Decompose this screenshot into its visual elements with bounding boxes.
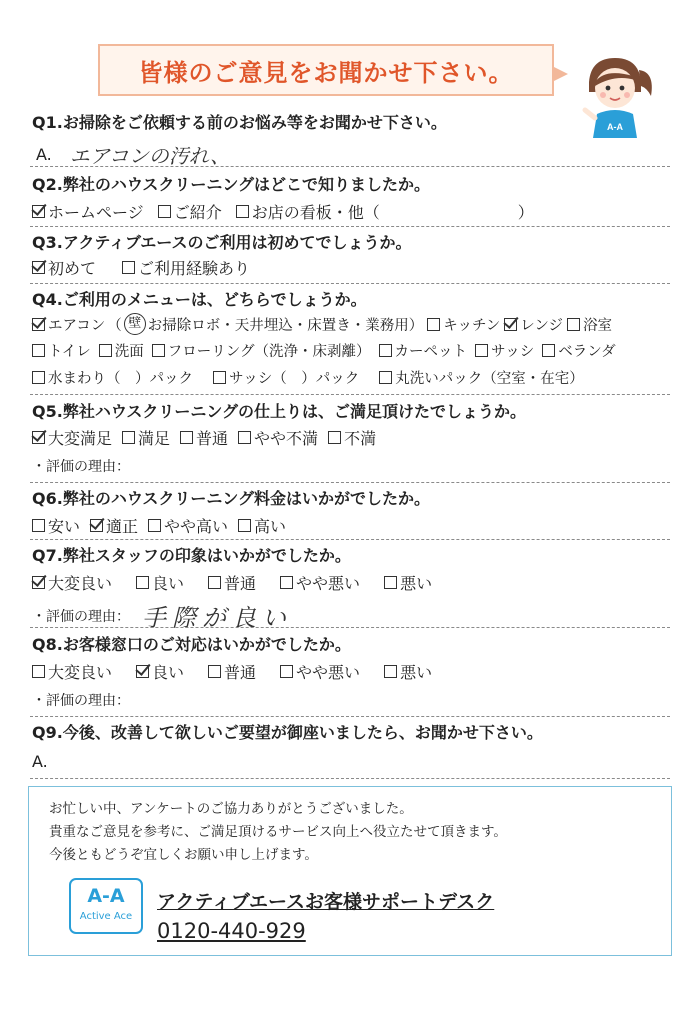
q4-row-1 bbox=[32, 313, 612, 335]
checkbox[interactable] bbox=[32, 261, 45, 274]
q2-option-homepage[interactable] bbox=[32, 200, 144, 223]
q9-answer-row bbox=[32, 752, 48, 771]
option-label: やや高い bbox=[164, 517, 229, 536]
q5-option-normal[interactable] bbox=[180, 426, 228, 449]
q4-option-aircon[interactable]: エアコン （ 壁 お掃除ロボ・天井埋込・床置き・業務用） bbox=[32, 313, 423, 335]
survey-banner bbox=[98, 44, 554, 96]
checkbox[interactable] bbox=[90, 519, 103, 532]
q4-option-veranda[interactable] bbox=[542, 340, 615, 361]
logo-text: Active Ace bbox=[79, 911, 133, 922]
q5-option-satisfied[interactable] bbox=[122, 426, 170, 449]
option-label: 適正 bbox=[106, 517, 139, 536]
question-8: Q8.お客様窓口のご対応はいかがでしたか。 bbox=[32, 635, 351, 654]
q8-reason-label: ・評価の理由： bbox=[32, 693, 130, 709]
q8-option-very-good[interactable] bbox=[32, 660, 112, 683]
option-label: 悪い bbox=[400, 574, 433, 593]
option-label: 初めて bbox=[48, 259, 97, 278]
option-label: 浴室 bbox=[583, 317, 613, 334]
option-label: 高い bbox=[254, 517, 287, 536]
option-label: サッシ（ ）パック bbox=[229, 371, 360, 387]
question-7: Q7.弊社スタッフの印象はいかがでしたか。 bbox=[32, 546, 351, 565]
checkbox[interactable] bbox=[384, 665, 397, 678]
divider bbox=[30, 627, 670, 628]
q4-option-flooring[interactable] bbox=[152, 340, 371, 361]
logo-mark: A-A bbox=[87, 885, 125, 907]
checkbox[interactable] bbox=[213, 371, 226, 384]
option-label: ホームページ bbox=[48, 203, 144, 222]
aircon-detail: お掃除ロボ・天井埋込・床置き・業務用） bbox=[147, 317, 424, 334]
q7-options bbox=[32, 571, 446, 594]
checkbox[interactable] bbox=[208, 665, 221, 678]
option-label: サッシ bbox=[491, 344, 535, 360]
thanks-line-1: お忙しい中、アンケートのご協力ありがとうございました。 bbox=[49, 801, 413, 817]
divider bbox=[30, 778, 670, 779]
thanks-line-2: 貴重なご意見を参考に、ご満足頂けるサービス向上へ役立たせて頂きます。 bbox=[49, 824, 507, 840]
q1-answer-row bbox=[36, 140, 230, 169]
question-6: Q6.弊社のハウスクリーニング料金はいかがでしたか。 bbox=[32, 489, 431, 508]
q7-reason-label: ・評価の理由： bbox=[32, 608, 130, 625]
option-label: トイレ bbox=[48, 344, 91, 360]
q8-options bbox=[32, 660, 446, 683]
q3-options bbox=[32, 256, 264, 279]
option-label: キッチン bbox=[443, 317, 501, 334]
q8-option-good[interactable] bbox=[136, 660, 184, 683]
q4-option-kitchen[interactable] bbox=[427, 314, 500, 335]
checkbox[interactable] bbox=[567, 318, 580, 331]
option-label: 洗面 bbox=[114, 344, 144, 360]
option-label: お店の看板・他（ bbox=[251, 203, 380, 222]
q3-option-returning[interactable] bbox=[122, 256, 250, 279]
q7-option-slightly-bad[interactable] bbox=[280, 571, 360, 594]
thanks-line-3: 今後ともどうぞ宜しくお願い申し上げます。 bbox=[49, 847, 318, 863]
divider bbox=[30, 539, 670, 540]
checkbox[interactable] bbox=[280, 576, 293, 589]
option-label: やや不満 bbox=[254, 429, 319, 448]
q8-option-bad[interactable] bbox=[384, 660, 432, 683]
q4-option-sash[interactable] bbox=[475, 340, 534, 361]
checkbox[interactable] bbox=[32, 344, 45, 357]
option-label: ご利用経験あり bbox=[138, 259, 251, 278]
q7-reason-text[interactable]: 手際が良い bbox=[142, 604, 292, 632]
q2-options bbox=[32, 200, 534, 223]
divider bbox=[30, 394, 670, 395]
q6-option-cheap[interactable] bbox=[32, 514, 80, 537]
checkbox[interactable] bbox=[427, 318, 440, 331]
option-label: 大変良い bbox=[48, 574, 113, 593]
checkbox[interactable] bbox=[180, 431, 193, 444]
checkbox[interactable] bbox=[152, 344, 165, 357]
q8-option-normal[interactable] bbox=[208, 660, 256, 683]
q7-option-normal[interactable] bbox=[208, 571, 256, 594]
active-ace-logo bbox=[69, 878, 143, 934]
question-3: Q3.アクティブエースのご利用は初めてでしょうか。 bbox=[32, 233, 412, 252]
question-1: Q1.お掃除をご依頼する前のお悩み等をお聞かせ下さい。 bbox=[32, 113, 447, 132]
checkbox[interactable] bbox=[238, 519, 251, 532]
q9-answer-label: A. bbox=[32, 752, 48, 771]
q7-option-bad[interactable] bbox=[384, 571, 432, 594]
q4-option-carpet[interactable] bbox=[379, 340, 468, 361]
q1-answer-label: A. bbox=[36, 145, 52, 164]
checkbox[interactable] bbox=[236, 205, 249, 218]
checkbox[interactable] bbox=[32, 665, 45, 678]
option-label: ベランダ bbox=[558, 344, 616, 360]
option-label: 良い bbox=[152, 574, 185, 593]
q4-option-full-pack[interactable] bbox=[379, 367, 584, 388]
option-label: 普通 bbox=[196, 429, 229, 448]
checkbox[interactable] bbox=[328, 431, 341, 444]
option-label: 不満 bbox=[344, 429, 377, 448]
mascot-badge: A-A bbox=[607, 122, 623, 132]
option-label: 水まわり（ ）パック bbox=[48, 371, 193, 387]
q5-option-unsatisfied[interactable] bbox=[328, 426, 376, 449]
support-phone-link[interactable]: 0120-440-929 bbox=[157, 919, 306, 943]
q4-option-washroom[interactable] bbox=[99, 340, 144, 361]
q4-option-range[interactable] bbox=[504, 314, 563, 335]
checkbox[interactable] bbox=[32, 318, 45, 331]
q5-reason-row bbox=[32, 456, 130, 476]
q5-option-slightly-unsatisfied[interactable] bbox=[238, 426, 318, 449]
q6-option-expensive[interactable] bbox=[238, 514, 286, 537]
q4-row-3 bbox=[32, 367, 584, 388]
checkbox[interactable] bbox=[475, 344, 488, 357]
question-9: Q9.今後、改善して欲しいご要望が御座いましたら、お聞かせ下さい。 bbox=[32, 723, 543, 742]
checkbox[interactable] bbox=[136, 576, 149, 589]
q4-option-toilet[interactable] bbox=[32, 340, 91, 361]
checkbox[interactable] bbox=[384, 576, 397, 589]
banner-title: 皆様のご意見をお聞かせ下さい。 bbox=[138, 58, 514, 87]
checkbox[interactable] bbox=[208, 576, 221, 589]
option-label: レンジ bbox=[520, 317, 564, 334]
q8-reason-row bbox=[32, 690, 130, 710]
mascot-girl-icon bbox=[575, 52, 657, 138]
checkbox[interactable] bbox=[99, 344, 112, 357]
question-2: Q2.弊社のハウスクリーニングはどこで知りましたか。 bbox=[32, 175, 431, 194]
q3-option-first[interactable] bbox=[32, 256, 96, 279]
option-label: 普通 bbox=[224, 663, 257, 682]
checkbox[interactable] bbox=[158, 205, 171, 218]
option-label: 大変良い bbox=[48, 663, 113, 682]
divider bbox=[30, 283, 670, 284]
checkbox[interactable] bbox=[32, 576, 45, 589]
q1-answer-text[interactable]: エアコンの汚れ、 bbox=[69, 144, 230, 168]
divider bbox=[30, 716, 670, 717]
option-label: ご紹介 bbox=[173, 203, 222, 222]
option-label: 悪い bbox=[400, 663, 433, 682]
q4-row-2 bbox=[32, 340, 616, 361]
q6-option-slightly-expensive[interactable] bbox=[148, 514, 228, 537]
checkbox[interactable] bbox=[32, 519, 45, 532]
checkbox[interactable] bbox=[32, 371, 45, 384]
q4-option-water-pack[interactable] bbox=[32, 367, 193, 388]
divider bbox=[30, 482, 670, 483]
option-label: エアコン bbox=[48, 317, 106, 334]
checkbox[interactable] bbox=[32, 431, 45, 444]
q5-reason-label: ・評価の理由： bbox=[32, 459, 130, 475]
option-label: 満足 bbox=[138, 429, 171, 448]
option-label: カーペット bbox=[394, 344, 467, 360]
checkbox[interactable] bbox=[122, 431, 135, 444]
q5-options bbox=[32, 426, 390, 449]
q6-options bbox=[32, 514, 300, 537]
q4-option-sash-pack[interactable] bbox=[213, 367, 359, 388]
q6-option-reasonable[interactable] bbox=[90, 514, 138, 537]
checkbox[interactable] bbox=[148, 519, 161, 532]
q7-option-very-good[interactable] bbox=[32, 571, 112, 594]
option-label: 大変満足 bbox=[48, 429, 113, 448]
divider bbox=[30, 166, 670, 167]
option-label: フローリング（洗浄・床剥離） bbox=[167, 344, 371, 360]
q4-option-bathroom[interactable] bbox=[567, 314, 612, 335]
support-desk-link[interactable]: アクティブエースお客様サポートデスク bbox=[157, 891, 495, 913]
checkbox[interactable] bbox=[122, 261, 135, 274]
checkbox[interactable] bbox=[504, 318, 517, 331]
question-5: Q5.弊社ハウスクリーニングの仕上りは、ご満足頂けたでしょうか。 bbox=[32, 402, 527, 421]
checkbox[interactable] bbox=[280, 665, 293, 678]
question-4: Q4.ご利用のメニューは、どちらでしょうか。 bbox=[32, 290, 367, 309]
checkbox[interactable] bbox=[542, 344, 555, 357]
checkbox[interactable] bbox=[238, 431, 251, 444]
option-label: 普通 bbox=[224, 574, 257, 593]
q8-option-slightly-bad[interactable] bbox=[280, 660, 360, 683]
q2-close-paren: ） bbox=[517, 203, 534, 222]
option-label: やや悪い bbox=[296, 574, 361, 593]
aircon-wall-circled: 壁 bbox=[124, 313, 146, 335]
option-label: 安い bbox=[48, 517, 81, 536]
option-label: 良い bbox=[152, 663, 185, 682]
option-label: 丸洗いパック（空室・在宅） bbox=[395, 371, 584, 387]
option-label: やや悪い bbox=[296, 663, 361, 682]
q2-option-signboard[interactable] bbox=[236, 200, 380, 223]
checkbox[interactable] bbox=[379, 344, 392, 357]
checkbox[interactable] bbox=[136, 665, 149, 678]
footer-box bbox=[28, 786, 672, 956]
q7-option-good[interactable] bbox=[136, 571, 184, 594]
checkbox[interactable] bbox=[379, 371, 392, 384]
divider bbox=[30, 226, 670, 227]
checkbox[interactable] bbox=[32, 205, 45, 218]
q2-option-referral[interactable] bbox=[158, 200, 222, 223]
q5-option-very-satisfied[interactable] bbox=[32, 426, 112, 449]
